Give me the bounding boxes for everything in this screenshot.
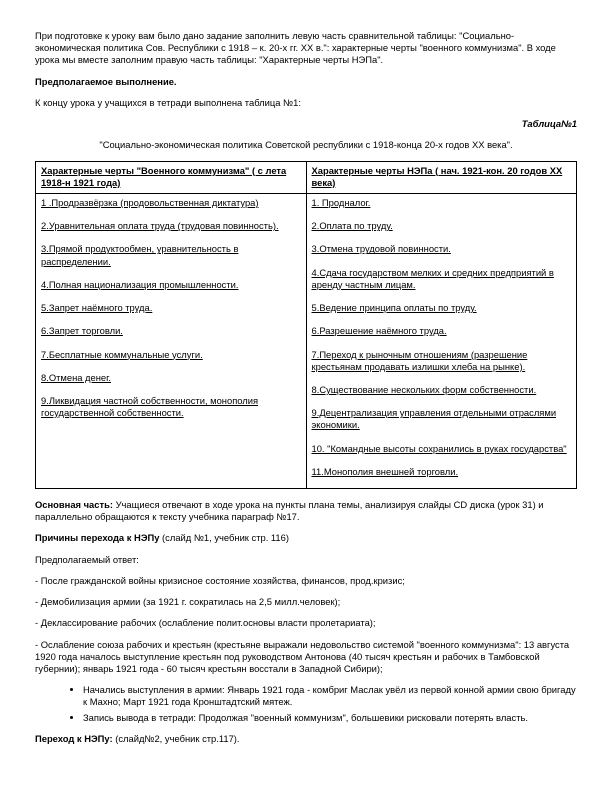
war-communism-item: 2.Уравнительная оплата труда (трудовая повинность). [41,220,279,232]
table-header-nep: Характерные черты НЭПа ( нач. 1921-кон. 20 годов XX века) [306,161,577,193]
main-part-label: Основная часть: [35,499,113,511]
nep-column [306,193,577,488]
expected-answer-label: Предполагаемый ответ: [35,553,139,565]
intro-paragraph: При подготовке к уроку вам было дано задание заполнить левую часть сравнительной таблицы: "Социально-экономическая политика Сов. Республики с 1918 – к. 20-х гг. XX в.": характерные черты "военного коммунизма". В ходе урока мы вместе заполним правую часть таблицы: "Характерные черты НЭПа". [35,30,556,66]
table-header-row [36,161,577,193]
war-communism-item: 7.Бесплатные коммунальные услуги. [41,348,203,360]
nep-item: 9.Децентрализация управления отдельными отраслями экономики. [311,407,557,431]
nep-item: 10. "Командные высоты сохранились в руках государства" [311,442,567,454]
war-communism-item: 4.Полная национализация промышленности. [41,278,239,290]
main-part-paragraph [35,499,577,523]
nep-item: 7.Переход к рыночным отношениям (разрешение крестьянам продавать излишки хлеба на рынке). [311,348,528,372]
war-communism-item: 8.Отмена денег. [41,371,112,383]
main-part-text: Учащиеся отвечают в ходе урока на пункты плана темы, анализируя слайды CD диска (урок 31) и параллельно обращаются к тексту учебника параграф №17. [35,499,544,523]
reason-bullet-item: • Запись вывода в тетради: Продолжая "военный коммунизм", большевики рисковали потерять власть. [83,712,577,724]
transition-ref: (слайд№2, учебник стр.117). [112,732,240,744]
table-number-label: Таблица№1 [521,118,577,130]
reasons-label: Причины перехода к НЭПу [35,532,160,544]
reasons-dash-list [35,575,577,675]
war-communism-item: 6.Запрет торговли. [41,325,123,337]
transition-heading [35,733,577,745]
nep-item: 2.Оплата по труду. [311,220,393,232]
nep-item: 4.Сдача государством мелких и средних предприятий в аренду частным лицам. [311,266,554,290]
reason-dash-item: - Ослабление союза рабочих и крестьян (крестьяне выражали недовольство системой "военного коммунизма": 13 августа 1920 года началось выступление крестьян под руководством Антонова (40 тысяч крестьян и рабочих в Тамбовской губернии); январь 1921 года - 60 тысяч крестьян восстали в Западной Сибири); [35,638,570,674]
war-communism-item: 3.Прямой продуктообмен, уравнительность в распределении. [41,243,239,267]
reason-dash-item: - После гражданской войны кризисное состояние хозяйства, финансов, прод.кризис; [35,574,405,586]
war-communism-item: 9.Ликвидация частной собственности, монополия государственной собственности. [41,394,259,419]
reasons-bullet-list [35,684,577,724]
transition-label: Переход к НЭПу: [35,732,113,744]
expected-completion-heading: Предполагаемое выполнение. [35,75,177,87]
nep-item: 8.Существование нескольких форм собственности. [311,383,537,395]
war-communism-column [36,193,307,488]
reason-bullet-item: • Начались выступления в армии: Январь 1921 года - комбриг Маслак увёл из первой конной армии свою бригаду к Махно; Март 1921 года Кронштадтский мятеж. [83,684,577,708]
table-header-war-communism: Характерные черты "Военного коммунизма" ( с лета 1918-н 1921 года) [36,161,307,193]
nep-item: 6.Разрешение наёмного труда. [311,325,447,337]
table-intro-paragraph: К концу урока у учащихся в тетради выполнена таблица №1: [35,96,301,108]
table-caption: "Социально-экономическая политика Советской республики с 1918-конца 20-х годов XX века". [99,139,513,151]
reason-dash-item: - Деклассирование рабочих (ослабление полит.основы власти пролетариата); [35,617,376,629]
reasons-ref: (слайд №1, учебник стр. 116) [159,532,289,544]
nep-item: 1. Продналог. [311,196,371,208]
nep-item: 3.Отмена трудовой повинности. [311,243,451,255]
nep-item: 11.Монополия внешней торговли. [311,465,459,477]
war-communism-item: 5.Запрет наёмного труда. [41,302,153,314]
nep-item: 5.Ведение принципа оплаты по труду. [311,302,477,314]
table-body-row [36,193,577,488]
war-communism-item: 1 .Продразвёрзка (продовольственная диктатура) [41,196,259,208]
reasons-heading [35,532,577,544]
comparison-table [35,161,577,490]
reason-dash-item: - Демобилизация армии (за 1921 г. сократилась на 2,5 милл.человек); [35,596,341,608]
